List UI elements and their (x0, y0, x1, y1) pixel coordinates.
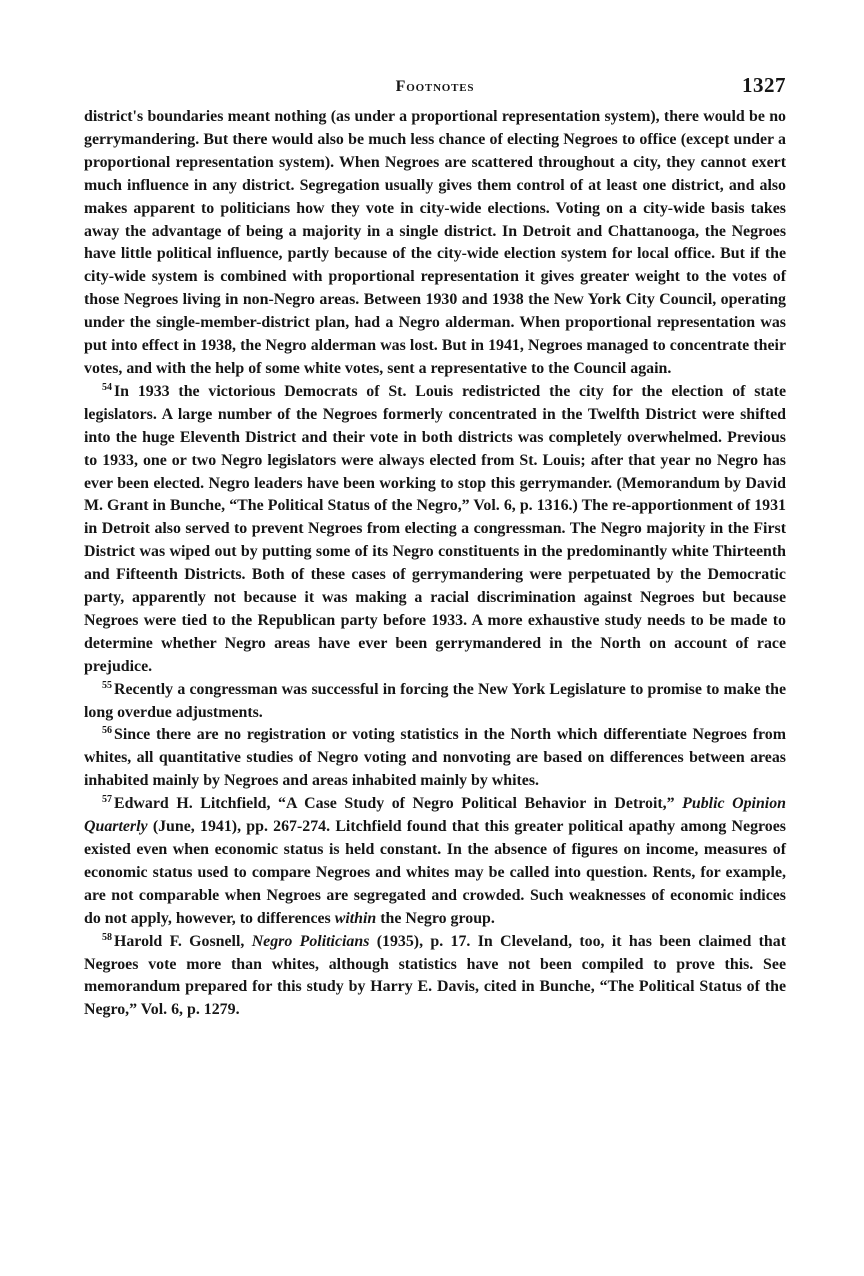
footnote-text: In 1933 the victorious Democrats of St. Louis redistricted the city for the election of state legislators. A large number of the Negroes formerly concentrated in the Twelfth District were shifted into the huge Eleventh District and their vote in both districts was completely overwhelmed. Previous to 1933, one or two Negro legislators were always elected from St. Louis; after that year no Negro has ever been elected. Negro leaders have been working to stop this gerrymander. (Memorandum by David M. Grant in Bunche, “The Political Status of the Negro,” Vol. 6, p. 1316.) The re-apportionment of 1931 in Detroit also served to prevent Negroes from electing a congressman. The Negro majority in the First District was wiped out by putting some of its Negro constituents in the predominantly white Thirteenth and Fifteenth Districts. Both of these cases of gerrymandering were perpetuated by the Democratic party, apparently not because it was making a racial discrimination against Negroes but because Negroes were tied to the Republican party before 1933. A more exhaustive study needs to be made to determine whether Negro areas have ever been gerrymandered in the North on account of race prejudice. (84, 382, 786, 675)
footnote-text: Recently a congressman was successful in forcing the New York Legislature to promise to make the long overdue adjustments. (84, 680, 786, 721)
footnote-58 (84, 931, 786, 1023)
page-header (84, 73, 786, 106)
footnote-55 (84, 679, 786, 725)
footnote-marker: 56 (102, 725, 112, 737)
book-title: Negro Politicians (251, 932, 370, 950)
footnote-marker: 57 (102, 794, 112, 806)
journal-title: Public Opinion Quarterly (84, 795, 787, 836)
footnote-text: (1935), p. 17. In Cleveland, too, it has been claimed that Negroes vote more than whites, although statistics have not been compiled to prove this. See memorandum prepared for this study by Harry E. Davis, cited in Bunche, “The Political Status of the Negro,” Vol. 6, p. 1279. (84, 932, 786, 1019)
book-page (84, 73, 787, 1022)
running-head: Footnotes (395, 78, 475, 95)
footnote-marker: 55 (102, 679, 112, 691)
emphasis-word: within (334, 909, 377, 927)
footnote-56 (84, 724, 786, 793)
footnote-text: Harold F. Gosnell, (114, 932, 252, 950)
footnote-marker: 58 (102, 931, 112, 943)
footnote-text: (June, 1941), pp. 267-274. Litchfield found that this greater political apathy among Negroes existed even when economic status is held constant. In the absence of figures on income, measures of economic status used to compare Negroes and whites may be called into question. Rents, for example, are not comparable when Negroes are segregated and crowded. Such weaknesses of economic indices do not apply, however, to differences (84, 818, 786, 927)
footnote-text: Since there are no registration or voting statistics in the North which differentiate Negroes from whites, all quantitative studies of Negro voting and nonvoting are based on differences between areas inhabited mainly by Negroes and areas inhabited mainly by whites. (84, 726, 786, 790)
footnote-54 (84, 381, 786, 679)
footnote-text: Edward H. Litchfield, “A Case Study of Negro Political Behavior in Detroit,” (114, 795, 683, 813)
footnote-marker: 54 (102, 381, 112, 393)
footnote-57 (84, 793, 786, 930)
footnote-text: the Negro group. (376, 909, 495, 927)
continued-footnote-text: district's boundaries meant nothing (as under a proportional representation system), there would be no gerrymandering. But there would also be much less chance of electing Negroes to office (except under a proportional representation system). When Negroes are scattered throughout a city, they cannot exert much influence in any district. Segregation usually gives them control of at least one district, and also makes apparent to politicians how they vote in city-wide elections. Voting on a city-wide basis takes away the advantage of being a majority in a single district. In Detroit and Chattanooga, the Negroes have little political influence, partly because of the city-wide election system for local office. But if the city-wide system is combined with proportional representation it gives greater weight to the votes of those Negroes living in non-Negro areas. Between 1930 and 1938 the New York City Council, operating under the single-member-district plan, had a Negro alderman. When proportional representation was put into effect in 1938, the Negro alderman was lost. But in 1941, Negroes managed to concentrate their votes, and with the help of some white votes, sent a representative to the Council again. (84, 108, 786, 377)
page-number: 1327 (742, 73, 786, 97)
